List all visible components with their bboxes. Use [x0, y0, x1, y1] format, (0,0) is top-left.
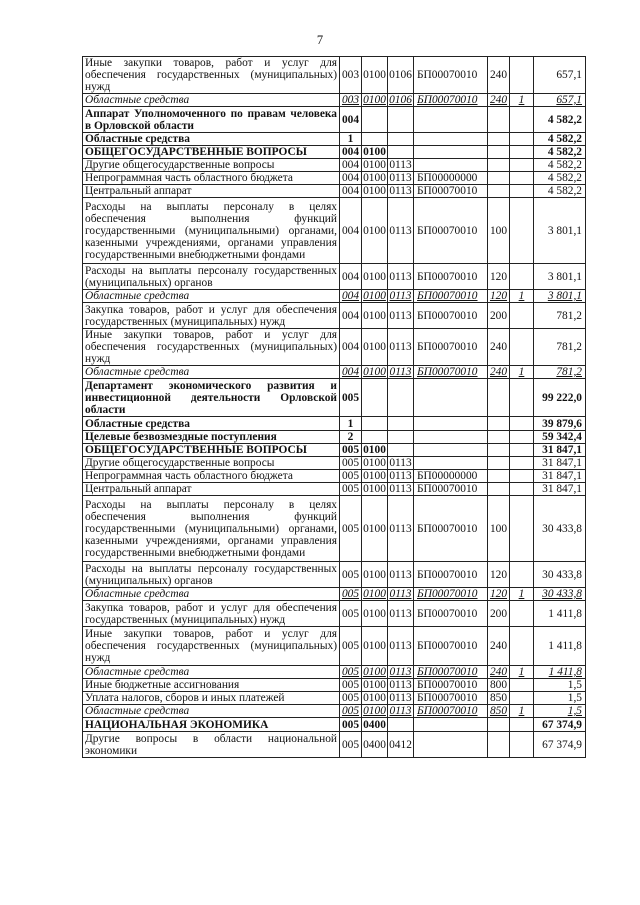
subsection-code-cell: 0412	[388, 732, 414, 758]
table-row	[83, 588, 586, 601]
amount-cell: 4 582,2	[534, 185, 586, 198]
department-code-cell: 003	[340, 57, 362, 94]
section-code-cell: 0100	[362, 496, 388, 562]
amount-cell: 59 342,4	[534, 431, 586, 444]
expense-type-code-cell	[488, 431, 510, 444]
amount-cell: 4 582,2	[534, 146, 586, 159]
item-name-cell: Областные средства	[83, 417, 340, 431]
section-code-cell: 0100	[362, 329, 388, 366]
funding-source-cell	[510, 329, 534, 366]
table-row	[83, 329, 586, 366]
expense-type-code-cell: 850	[488, 692, 510, 705]
section-code-cell: 0100	[363, 94, 386, 106]
table-row	[83, 366, 586, 379]
target-article-code-cell: БП00070010	[414, 264, 488, 290]
section-code-cell: 0100	[363, 470, 386, 482]
expense-type-code-cell	[488, 185, 510, 198]
expense-type-code-cell	[488, 107, 510, 133]
table-row	[83, 483, 586, 496]
amount-cell: 39 879,6	[534, 417, 586, 431]
expense-type-code-cell: 120	[488, 588, 510, 601]
target-article-code-cell	[414, 417, 488, 431]
table-row	[83, 666, 586, 679]
target-article-code-cell	[414, 146, 488, 159]
amount-cell: 99 222,0	[534, 379, 586, 417]
item-name-cell: Областные средства	[83, 94, 340, 107]
section-code-cell: 0400	[363, 718, 386, 731]
subsection-code-cell: 0113	[388, 588, 414, 601]
subsection-code-cell	[388, 107, 414, 133]
funding-source-cell	[510, 159, 534, 172]
amount-cell: 3 801,1	[534, 290, 586, 303]
funding-source-cell: 1	[510, 666, 534, 679]
target-article-code-cell	[414, 718, 488, 732]
funding-source-cell	[510, 264, 534, 290]
department-code-cell: 005	[340, 496, 362, 562]
item-name-cell: Иные закупки товаров, работ и услуг для обеспечения государственных (муниципальных) нужд	[83, 329, 340, 366]
expense-type-code-cell: 120	[488, 290, 510, 303]
table-row	[83, 172, 586, 185]
target-article-code-cell: БП00070010	[414, 185, 488, 198]
expense-type-code-cell: 240	[488, 57, 510, 94]
subsection-code-cell: 0113	[388, 562, 414, 588]
table-row	[83, 133, 586, 146]
item-name-cell: Расходы на выплаты персоналу государственных (муниципальных) органов	[83, 264, 340, 290]
department-code-cell: 005	[340, 379, 362, 417]
subsection-code-cell: 0113	[388, 329, 414, 366]
expense-type-code-cell	[488, 732, 510, 758]
target-article-code-cell	[414, 431, 488, 444]
target-article-code-cell: БП00070010	[414, 290, 488, 303]
subsection-code-cell	[388, 417, 414, 431]
funding-source-cell: 1	[510, 705, 534, 718]
expense-type-code-cell	[488, 718, 510, 732]
amount-cell: 4 582,2	[534, 159, 586, 172]
subsection-code-cell: 0106	[388, 57, 414, 94]
expense-type-code-cell	[488, 483, 510, 496]
expense-type-code-cell: 100	[488, 198, 510, 264]
item-name-cell: Иные закупки товаров, работ и услуг для обеспечения государственных (муниципальных) нужд	[83, 627, 340, 666]
expense-type-code-cell: 240	[488, 329, 510, 366]
subsection-code-cell: 0113	[388, 366, 414, 379]
expense-type-code-cell	[488, 470, 510, 483]
funding-source-cell	[510, 679, 534, 692]
department-code-cell: 004	[340, 198, 362, 264]
amount-cell: 3 801,1	[534, 198, 586, 264]
funding-source-cell	[510, 692, 534, 705]
department-code-cell: 005	[340, 627, 362, 666]
amount-cell: 781,2	[534, 366, 586, 379]
department-code-cell: 005	[340, 483, 362, 496]
section-code-cell: 0100	[363, 146, 386, 158]
funding-source-cell	[510, 601, 534, 627]
department-code-cell: 003	[340, 94, 362, 107]
table-row	[83, 185, 586, 198]
subsection-code-cell: 0113	[389, 172, 412, 184]
target-article-code-cell	[414, 732, 488, 758]
table-row	[83, 379, 586, 417]
section-code-cell: 0100	[363, 705, 386, 717]
subsection-code-cell: 0113	[388, 705, 414, 718]
section-code-cell: 0100	[363, 588, 386, 600]
expense-type-code-cell: 240	[488, 627, 510, 666]
table-row	[83, 198, 586, 264]
subsection-code-cell: 0113	[388, 601, 414, 627]
table-row	[83, 57, 586, 94]
item-name-cell: Областные средства	[83, 666, 340, 679]
subsection-code-cell: 0113	[388, 303, 414, 329]
table-row	[83, 107, 586, 133]
department-code-cell: 004	[340, 146, 362, 159]
subsection-code-cell	[388, 379, 414, 417]
item-name-cell: Уплата налогов, сборов и иных платежей	[83, 692, 340, 705]
item-name-cell: Аппарат Уполномоченного по правам человека в Орловской области	[83, 107, 340, 133]
table-row	[83, 431, 586, 444]
expense-type-code-cell	[488, 172, 510, 185]
section-code-cell: 0100	[363, 366, 386, 378]
target-article-code-cell: БП00070010	[414, 588, 488, 601]
department-code-cell: 004	[340, 159, 362, 172]
item-name-cell: Областные средства	[83, 705, 340, 718]
section-code-cell: 0100	[362, 198, 388, 264]
amount-cell: 781,2	[534, 303, 586, 329]
item-name-cell: Центральный аппарат	[83, 185, 340, 198]
target-article-code-cell	[414, 133, 488, 146]
table-row	[83, 264, 586, 290]
funding-source-cell	[510, 417, 534, 431]
amount-cell: 31 847,1	[534, 483, 586, 496]
amount-cell: 30 433,8	[534, 562, 586, 588]
department-code-cell: 005	[340, 705, 362, 718]
budget-table	[82, 56, 586, 758]
department-code-cell: 1	[340, 133, 362, 146]
item-name-cell: Центральный аппарат	[83, 483, 340, 496]
subsection-code-cell: 0113	[389, 679, 412, 691]
target-article-code-cell: БП00000000	[414, 470, 488, 483]
section-code-cell: 0100	[362, 601, 388, 627]
funding-source-cell	[510, 431, 534, 444]
expense-type-code-cell: 120	[488, 264, 510, 290]
section-code-cell: 0100	[363, 159, 386, 171]
table-row	[83, 496, 586, 562]
department-code-cell: 1	[340, 417, 362, 431]
section-code-cell: 0100	[362, 303, 388, 329]
section-code-cell: 0100	[362, 264, 388, 290]
section-code-cell: 0100	[362, 57, 388, 94]
item-name-cell: Другие вопросы в области национальной экономики	[83, 732, 340, 758]
item-name-cell: Иные закупки товаров, работ и услуг для обеспечения государственных (муниципальных) нужд	[83, 57, 340, 94]
amount-cell: 67 374,9	[534, 732, 586, 758]
section-code-cell: 0100	[363, 185, 386, 197]
department-code-cell: 005	[340, 444, 362, 457]
amount-cell: 4 582,2	[534, 133, 586, 146]
amount-cell: 657,1	[534, 94, 586, 107]
table-row	[83, 705, 586, 718]
department-code-cell: 005	[340, 470, 362, 483]
target-article-code-cell	[414, 457, 488, 470]
section-code-cell	[362, 431, 388, 444]
target-article-code-cell: БП00070010	[414, 496, 488, 562]
item-name-cell: Департамент экономического развития и инвестиционной деятельности Орловской области	[83, 379, 340, 417]
funding-source-cell	[510, 457, 534, 470]
table-row	[83, 290, 586, 303]
subsection-code-cell: 0113	[389, 185, 412, 197]
item-name-cell: Закупка товаров, работ и услуг для обеспечения государственных (муниципальных) нужд	[83, 601, 340, 627]
department-code-cell: 005	[340, 601, 362, 627]
target-article-code-cell: БП00070010	[414, 666, 488, 679]
expense-type-code-cell: 240	[488, 666, 510, 679]
funding-source-cell	[510, 627, 534, 666]
item-name-cell: Иные бюджетные ассигнования	[83, 679, 340, 692]
page-number: 7	[316, 33, 324, 47]
amount-cell: 1,5	[534, 692, 586, 705]
target-article-code-cell	[414, 379, 488, 417]
item-name-cell: Другие общегосударственные вопросы	[83, 457, 340, 470]
item-name-cell: Расходы на выплаты персоналу в целях обеспечения выполнения функций государственными (муниципальными) органами, казенными учреждениями, органами управления государственными внебюджетными фондами	[83, 198, 340, 264]
department-code-cell: 005	[340, 692, 362, 705]
department-code-cell: 004	[340, 172, 362, 185]
department-code-cell: 005	[340, 718, 362, 732]
funding-source-cell: 1	[510, 290, 534, 303]
amount-cell: 30 433,8	[534, 496, 586, 562]
department-code-cell: 005	[340, 562, 362, 588]
funding-source-cell	[510, 496, 534, 562]
section-code-cell: 0100	[363, 444, 386, 456]
budget-table-body	[83, 57, 586, 758]
subsection-code-cell: 0113	[388, 496, 414, 562]
target-article-code-cell: БП00070010	[414, 692, 488, 705]
expense-type-code-cell: 200	[488, 303, 510, 329]
table-row	[83, 94, 586, 107]
section-code-cell: 0100	[363, 457, 386, 469]
expense-type-code-cell: 850	[488, 705, 510, 718]
amount-cell: 4 582,2	[534, 107, 586, 133]
target-article-code-cell: БП00070010	[414, 366, 488, 379]
expense-type-code-cell	[488, 444, 510, 457]
department-code-cell: 004	[340, 303, 362, 329]
funding-source-cell	[510, 107, 534, 133]
table-row	[83, 692, 586, 705]
expense-type-code-cell: 240	[488, 366, 510, 379]
item-name-cell: ОБЩЕГОСУДАРСТВЕННЫЕ ВОПРОСЫ	[83, 444, 340, 457]
department-code-cell: 005	[340, 679, 362, 692]
target-article-code-cell: БП00070010	[414, 705, 488, 718]
table-row	[83, 159, 586, 172]
subsection-code-cell	[388, 444, 414, 457]
table-row	[83, 303, 586, 329]
funding-source-cell	[510, 562, 534, 588]
department-code-cell: 004	[340, 366, 362, 379]
target-article-code-cell	[414, 159, 488, 172]
funding-source-cell	[510, 379, 534, 417]
amount-cell: 781,2	[534, 329, 586, 366]
item-name-cell: Закупка товаров, работ и услуг для обеспечения государственных (муниципальных) нужд	[83, 303, 340, 329]
section-code-cell: 0100	[363, 483, 386, 495]
table-row	[83, 457, 586, 470]
subsection-code-cell: 0113	[389, 470, 412, 482]
section-code-cell	[362, 417, 388, 431]
expense-type-code-cell: 200	[488, 601, 510, 627]
department-code-cell: 005	[340, 588, 362, 601]
target-article-code-cell: БП00070010	[414, 57, 488, 94]
funding-source-cell	[510, 198, 534, 264]
item-name-cell: НАЦИОНАЛЬНАЯ ЭКОНОМИКА	[83, 718, 340, 732]
funding-source-cell	[510, 57, 534, 94]
department-code-cell: 004	[340, 290, 362, 303]
funding-source-cell	[510, 303, 534, 329]
table-row	[83, 562, 586, 588]
amount-cell: 1 411,8	[534, 601, 586, 627]
expense-type-code-cell: 240	[488, 94, 510, 107]
item-name-cell: Областные средства	[83, 366, 340, 379]
target-article-code-cell: БП00070010	[414, 562, 488, 588]
amount-cell: 4 582,2	[534, 172, 586, 185]
item-name-cell: Целевые безвозмездные поступления	[83, 431, 340, 444]
table-row	[83, 417, 586, 431]
amount-cell: 31 847,1	[534, 470, 586, 483]
funding-source-cell	[510, 718, 534, 732]
target-article-code-cell	[414, 107, 488, 133]
expense-type-code-cell	[488, 146, 510, 159]
item-name-cell: Другие общегосударственные вопросы	[83, 159, 340, 172]
subsection-code-cell	[388, 718, 414, 732]
table-row	[83, 444, 586, 457]
department-code-cell: 004	[340, 329, 362, 366]
expense-type-code-cell	[488, 379, 510, 417]
expense-type-code-cell	[488, 159, 510, 172]
funding-source-cell: 1	[510, 366, 534, 379]
section-code-cell	[362, 107, 388, 133]
subsection-code-cell: 0106	[389, 94, 412, 106]
target-article-code-cell: БП00070010	[414, 483, 488, 496]
department-code-cell: 005	[340, 457, 362, 470]
table-row	[83, 718, 586, 732]
target-article-code-cell: БП00070010	[414, 198, 488, 264]
item-name-cell: Областные средства	[83, 133, 340, 146]
target-article-code-cell	[414, 444, 488, 457]
subsection-code-cell: 0113	[389, 457, 412, 469]
amount-cell: 31 847,1	[534, 457, 586, 470]
section-code-cell: 0100	[362, 562, 388, 588]
amount-cell: 1,5	[534, 705, 586, 718]
amount-cell: 30 433,8	[534, 588, 586, 601]
expense-type-code-cell	[488, 417, 510, 431]
target-article-code-cell: БП00070010	[414, 303, 488, 329]
department-code-cell: 004	[340, 107, 362, 133]
expense-type-code-cell: 100	[488, 496, 510, 562]
target-article-code-cell: БП00070010	[414, 329, 488, 366]
item-name-cell: Расходы на выплаты персоналу в целях обеспечения выполнения функций государственными (муниципальными) органами, казенными учреждениями, органами управления государственными внебюджетными фондами	[83, 496, 340, 562]
table-row	[83, 470, 586, 483]
section-code-cell: 0100	[362, 627, 388, 666]
section-code-cell: 0100	[363, 290, 386, 302]
target-article-code-cell: БП00000000	[414, 172, 488, 185]
expense-type-code-cell	[488, 457, 510, 470]
funding-source-cell	[510, 483, 534, 496]
expense-type-code-cell	[488, 133, 510, 146]
subsection-code-cell	[388, 146, 414, 159]
item-name-cell: Непрограммная часть областного бюджета	[83, 172, 340, 185]
table-row	[83, 732, 586, 758]
department-code-cell: 004	[340, 264, 362, 290]
section-code-cell	[362, 133, 388, 146]
table-row	[83, 627, 586, 666]
item-name-cell: Областные средства	[83, 588, 340, 601]
target-article-code-cell: БП00070010	[414, 601, 488, 627]
amount-cell: 31 847,1	[534, 444, 586, 457]
section-code-cell: 0100	[363, 666, 386, 678]
funding-source-cell	[510, 732, 534, 758]
funding-source-cell: 1	[510, 94, 534, 107]
funding-source-cell	[510, 146, 534, 159]
funding-source-cell	[510, 185, 534, 198]
department-code-cell: 005	[340, 732, 362, 758]
funding-source-cell: 1	[510, 588, 534, 601]
subsection-code-cell: 0113	[388, 264, 414, 290]
item-name-cell: ОБЩЕГОСУДАРСТВЕННЫЕ ВОПРОСЫ	[83, 146, 340, 159]
funding-source-cell	[510, 470, 534, 483]
department-code-cell: 2	[340, 431, 362, 444]
target-article-code-cell: БП00070010	[414, 679, 488, 692]
amount-cell: 1 411,8	[534, 666, 586, 679]
expense-type-code-cell: 800	[488, 679, 510, 692]
item-name-cell: Областные средства	[83, 290, 340, 303]
subsection-code-cell: 0113	[389, 483, 412, 495]
funding-source-cell	[510, 444, 534, 457]
amount-cell: 3 801,1	[534, 264, 586, 290]
section-code-cell	[362, 379, 388, 417]
amount-cell: 657,1	[534, 57, 586, 94]
target-article-code-cell: БП00070010	[414, 94, 488, 107]
subsection-code-cell: 0113	[389, 692, 412, 704]
expense-type-code-cell: 120	[488, 562, 510, 588]
subsection-code-cell	[388, 133, 414, 146]
target-article-code-cell: БП00070010	[414, 627, 488, 666]
subsection-code-cell: 0113	[389, 159, 412, 171]
subsection-code-cell: 0113	[388, 290, 414, 303]
department-code-cell: 005	[340, 666, 362, 679]
funding-source-cell	[510, 133, 534, 146]
subsection-code-cell: 0113	[388, 198, 414, 264]
section-code-cell: 0100	[363, 679, 386, 691]
subsection-code-cell: 0113	[388, 627, 414, 666]
department-code-cell: 004	[340, 185, 362, 198]
item-name-cell: Непрограммная часть областного бюджета	[83, 470, 340, 483]
subsection-code-cell	[388, 431, 414, 444]
item-name-cell: Расходы на выплаты персоналу государственных (муниципальных) органов	[83, 562, 340, 588]
amount-cell: 1,5	[534, 679, 586, 692]
subsection-code-cell: 0113	[388, 666, 414, 679]
table-row	[83, 679, 586, 692]
amount-cell: 67 374,9	[534, 718, 586, 732]
table-row	[83, 146, 586, 159]
amount-cell: 1 411,8	[534, 627, 586, 666]
section-code-cell: 0100	[363, 692, 386, 704]
funding-source-cell	[510, 172, 534, 185]
table-row	[83, 601, 586, 627]
section-code-cell: 0400	[362, 732, 388, 758]
section-code-cell: 0100	[363, 172, 386, 184]
